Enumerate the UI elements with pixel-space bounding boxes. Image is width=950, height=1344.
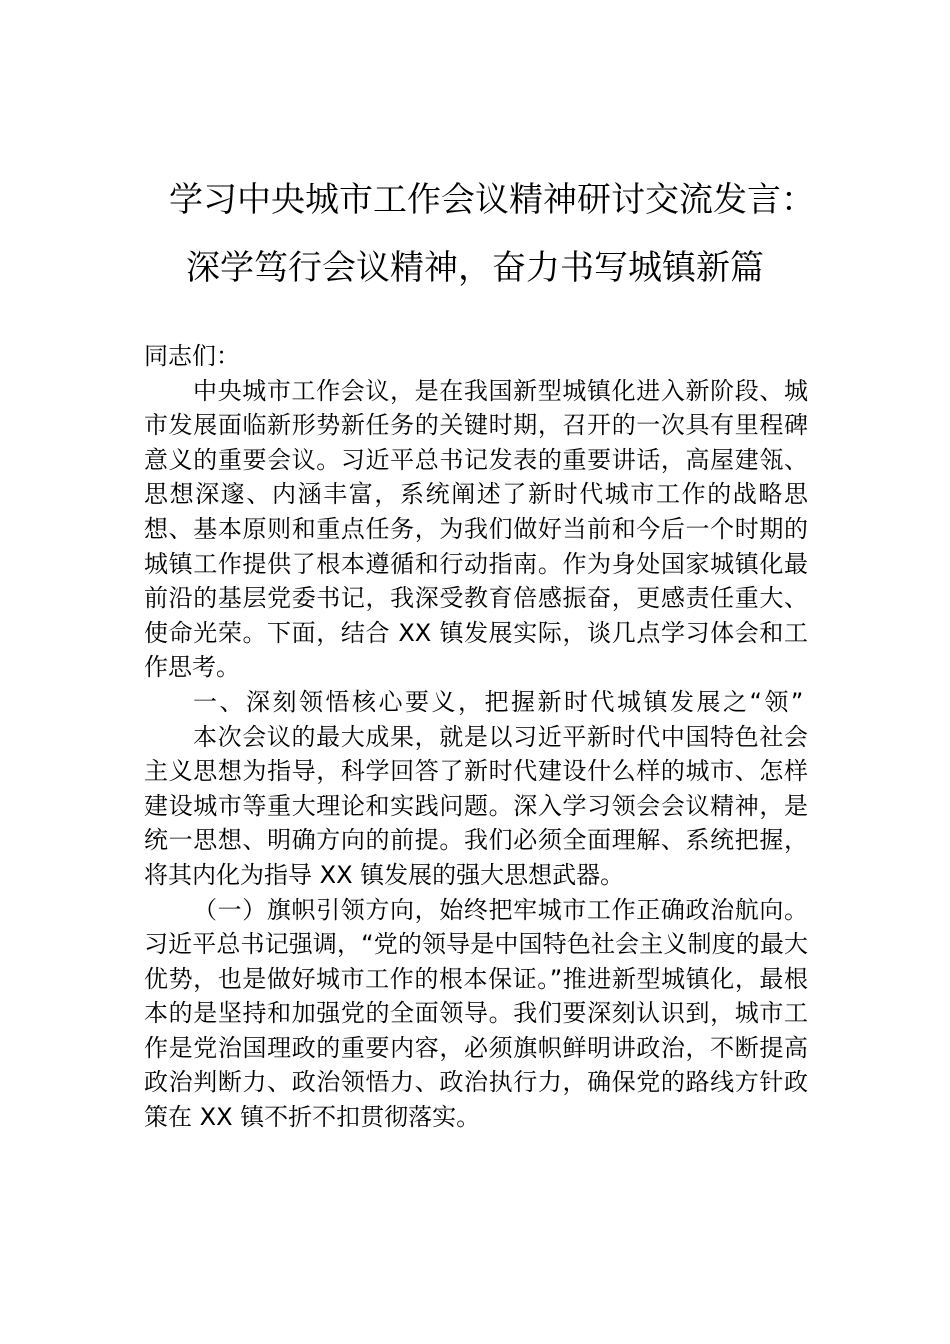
paragraph: 中央城市工作会议，是在我国新型城镇化进入新阶段、城市发展面临新形势新任务的关键时期，召开的一次具有里程碑意义的重要会议。习近平总书记发表的重要讲话，高屋建瓴、思想深邃、内涵丰富，系统阐述了新时代城市工作的战略思想、基本原则和重点任务，为我们做好当前和今后一个时期的城镇工作提供了根本遵循和行动指南。作为身处国家城镇化最前沿的基层党委书记，我深受教育倍感振奋，更感责任重大、使命光荣。下面，结合 XX 镇发展实际，谈几点学习体会和工作思考。 [144, 376, 808, 682]
section-heading: 一、深刻领悟核心要义，把握新时代城镇发展之“领” [193, 687, 806, 716]
salutation: 同志们： [144, 342, 240, 370]
paragraph: （一）旗帜引领方向，始终把牢城市工作正确政治航向。习近平总书记强调，“党的领导是中国特色社会主义制度的最大优势，也是做好城市工作的根本保证。”推进新型城镇化，最根本的是坚持和加强党的全面领导。我们要深刻认识到，城市工作是党治国理政的重要内容，必须旗帜鲜明讲政治，不断提高政治判断力、政治领悟力、政治执行力，确保党的路线方针政策在 XX 镇不折不扣贯彻落实。 [144, 895, 808, 1132]
document-body [144, 339, 808, 1135]
paragraph: 本次会议的最大成果，就是以习近平新时代中国特色社会主义思想为指导，科学回答了新时代建设什么样的城市、怎样建设城市等重大理论和实践问题。深入学习领会会议精神，是统一思想、明确方向的前提。我们必须全面理解、系统把握，将其内化为指导 XX 镇发展的强大思想武器。 [144, 722, 808, 889]
document-title-line-1: 学习中央城市工作会议精神研讨交流发言： [169, 180, 815, 220]
document-title-line-2: 深学笃行会议精神，奋力书写城镇新篇 [186, 248, 764, 288]
